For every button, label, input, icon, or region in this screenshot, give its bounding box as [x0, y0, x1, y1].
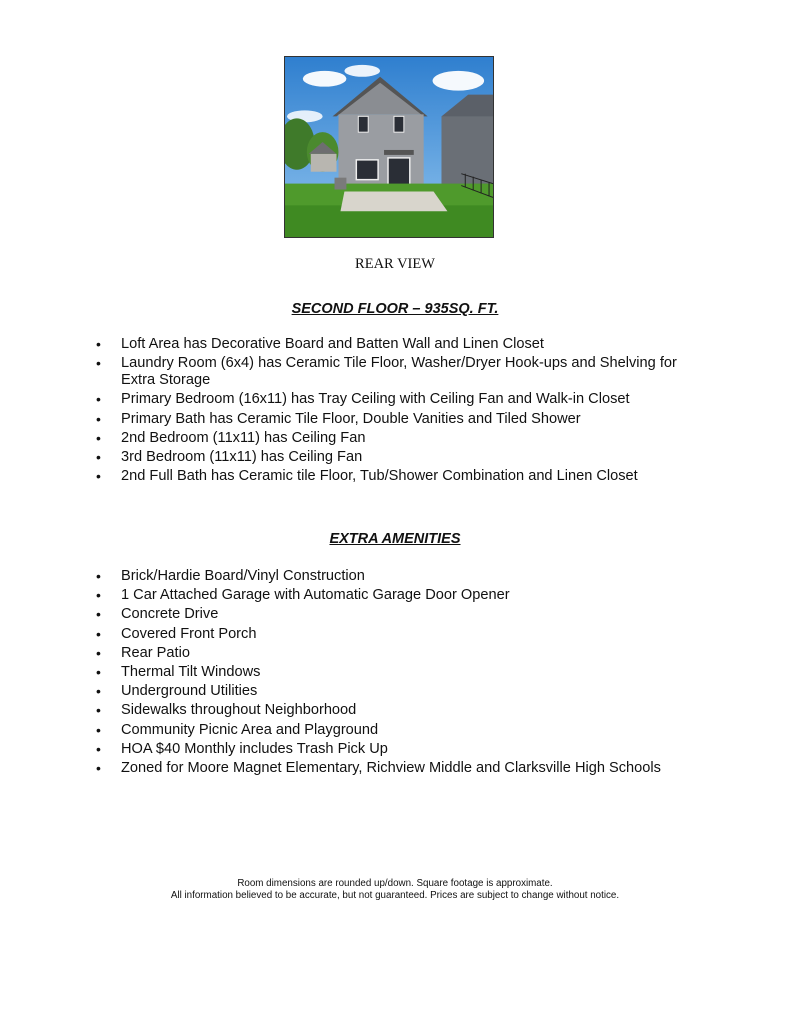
list-item: • Laundry Room (6x4) has Ceramic Tile Floor, Washer/Dryer Hook-ups and Shelving for Extra Storage — [0, 355, 700, 389]
list-item: • Underground Utilities — [0, 683, 700, 700]
second-floor-heading: SECOND FLOOR – 935SQ. FT. — [291, 301, 499, 317]
list-item: • 1 Car Attached Garage with Automatic Garage Door Opener — [0, 587, 700, 604]
list-item: • Concrete Drive — [0, 606, 700, 623]
disclaimer-line-1: Room dimensions are rounded up/down. Square footage is approximate. — [237, 878, 553, 889]
list-item: • 2nd Full Bath has Ceramic tile Floor, Tub/Shower Combination and Linen Closet — [0, 468, 700, 485]
list-item: • Rear Patio — [0, 645, 700, 662]
list-item: • Sidewalks throughout Neighborhood — [0, 702, 700, 719]
list-item: • HOA $40 Monthly includes Trash Pick Up — [0, 741, 700, 758]
list-item: • Primary Bedroom (16x11) has Tray Ceiling with Ceiling Fan and Walk-in Closet — [0, 391, 700, 408]
house-rear-image — [285, 57, 493, 237]
list-item: • 2nd Bedroom (11x11) has Ceiling Fan — [0, 430, 700, 447]
list-item: • Covered Front Porch — [0, 626, 700, 643]
list-item: • Primary Bath has Ceramic Tile Floor, Double Vanities and Tiled Shower — [0, 411, 700, 428]
disclaimer-footer — [0, 878, 790, 902]
second-floor-list — [0, 336, 700, 487]
extra-amenities-list — [0, 568, 700, 779]
extra-amenities-heading: EXTRA AMENITIES — [329, 531, 461, 547]
list-item: • Zoned for Moore Magnet Elementary, Richview Middle and Clarksville High Schools — [0, 760, 700, 777]
list-item: • Loft Area has Decorative Board and Batten Wall and Linen Closet — [0, 336, 700, 353]
list-item: • Brick/Hardie Board/Vinyl Construction — [0, 568, 700, 585]
list-item: • 3rd Bedroom (11x11) has Ceiling Fan — [0, 449, 700, 466]
list-item: • Community Picnic Area and Playground — [0, 722, 700, 739]
disclaimer-line-2: All information believed to be accurate, but not guaranteed. Prices are subject to change without notice. — [170, 890, 620, 901]
rear-view-photo — [284, 56, 494, 238]
photo-caption: REAR VIEW — [355, 256, 435, 272]
list-item: • Thermal Tilt Windows — [0, 664, 700, 681]
